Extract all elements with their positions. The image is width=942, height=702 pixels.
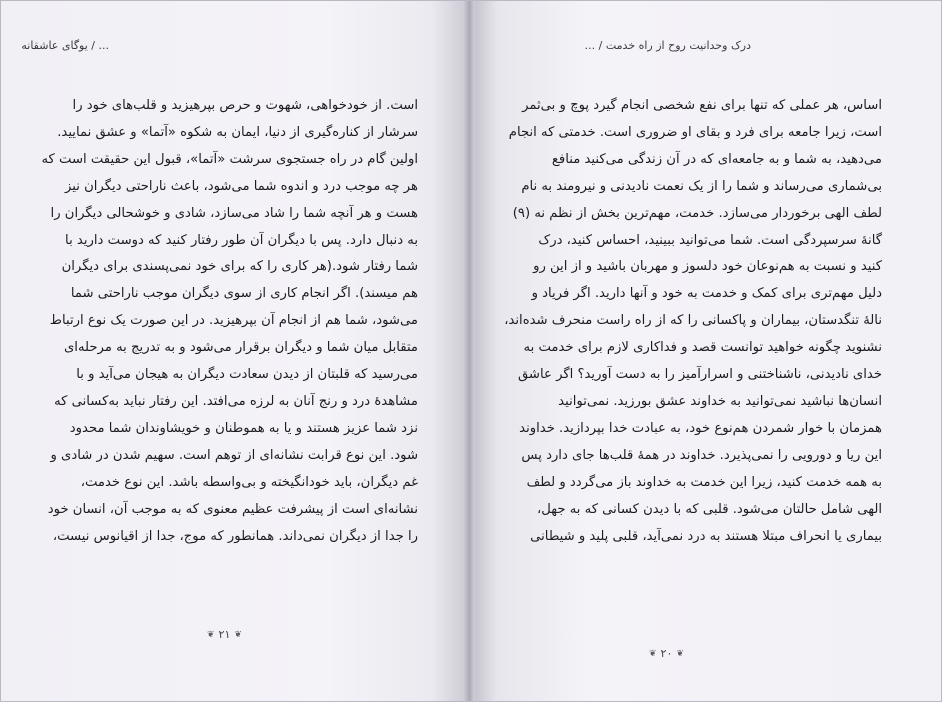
body-line: است، زیرا جامعه برای فرد و بقای او ضروری است. خدمتی که انجام [508, 124, 882, 140]
body-line: لطف الهی برخوردار می‌سازد. خدمت، مهم‌ترین بخش از نظم نه (۹) [512, 205, 882, 221]
right-page [469, 1, 941, 701]
body-line: همزمان با خوار شمردن هم‌نوع خود، به عبادت خدا بپردازید. خداوند [519, 420, 882, 436]
left-page-body [41, 93, 418, 550]
ornament-icon: ❦ [234, 630, 242, 640]
body-line: می‌دهید، به شما و به جامعه‌ای که در آن زندگی می‌کنید منافع [551, 151, 882, 167]
body-line: سرشار از کناره‌گیری از دنیا، ایمان به شکوه «آتما» و عشق نمایید. [57, 124, 418, 140]
body-line: این ریا و دورویی را نمی‌پذیرد. خداوند در همهٔ قلب‌ها جای دارد پس [521, 447, 882, 463]
body-line: غم دیگران، باید خودانگیخته و بی‌واسطه باشد. این نوع خدمت، [80, 474, 418, 490]
body-line: نالهٔ تنگدستان، بیماران و پاکسانی را که از راه راست منحرف شده‌اند، [504, 313, 882, 329]
body-line: کنید و نسبت به هم‌نوعان خود دلسوز و مهربان باشید و از این رو [533, 259, 882, 275]
body-line: به همه خدمت کنید، زیرا این خدمت به خداوند باز می‌گردد و لطف [526, 474, 882, 490]
book-gutter [463, 1, 475, 701]
body-line: را جدا از دیگران نمی‌داند. همانطور که موج، جدا از اقیانوس نیست، [52, 528, 418, 544]
body-line: اولین گام در راه جستجوی سرشت «آتما»، قبول این حقیقت است که [41, 151, 418, 167]
page-number-text: ۲۰ [660, 647, 673, 660]
body-line: هست و هر آنچه شما را شاد می‌سازد، شادی و خوشحالی دیگران را [50, 205, 418, 221]
body-line: نشنوید چگونه خواهید توانست قصد و فداکاری لازم برای خدمت به [523, 340, 882, 356]
body-line: به دنبال دارد. پس با دیگران آن طور رفتار کنید که دوست دارید با [65, 232, 418, 248]
body-line: هم میسند). اگر انجام کاری از سوی دیگران موجب ناراحتی شما [70, 286, 418, 302]
right-running-head: درک وحدانیت روح از راه خدمت / ... [584, 39, 751, 52]
body-line: است. از خودخواهی، شهوت و حرص بپرهیزید و قلب‌های خود را [72, 98, 418, 113]
body-line: اساس، هر عملی که تنها برای نفع شخصی انجام گیرد پوچ و بی‌ثمر [522, 98, 882, 113]
left-running-head: ... / یوگای عاشقانه [21, 39, 109, 52]
body-line: مشاهدهٔ درد و رنج آنان به لرزه می‌افتد. این رفتار نباید به‌کسانی که [54, 393, 418, 409]
body-line: دلیل مهم‌تری برای کمک و خدمت به خود و آنها دارید. اگر فریاد و [531, 286, 882, 302]
body-line: نزد شما عزیز هستند و یا به هموطنان و خویشاوندان شما محدود [69, 420, 418, 436]
body-line: بی‌شماری می‌رساند و شما را از یک نعمت نادیدنی و نیرومند به نام [521, 178, 882, 194]
body-line: شما رفتار شود.(هر کاری را که برای خود نمی‌پسندی برای دیگران [61, 259, 418, 275]
body-line: شود. این نوع قرابت نشانه‌ای از توهم است. سهیم شدن در شادی و [50, 447, 418, 463]
right-page-body [504, 93, 882, 550]
left-page-number [203, 628, 246, 641]
ornament-icon: ❦ [207, 630, 215, 640]
body-line: الهی شامل حالتان می‌شود. قلبی که با دیدن کسانی که به جهل، [537, 501, 882, 517]
body-line: گانهٔ سرسپردگی است. شما می‌توانید ببینید، احساس کنید، درک [538, 232, 882, 248]
ornament-icon: ❦ [676, 649, 684, 659]
body-line: می‌رسید که قلبتان از دیدن سعادت دیگران به هیجان می‌آید و با [76, 367, 418, 383]
body-line: بیماری یا انحراف مبتلا هستند به درد نمی‌آید، قلبی پلید و شیطانی [530, 528, 882, 544]
body-line: هر چه موجب درد و اندوه شما می‌شود، باعث ناراحتی دیگران نیز [64, 178, 418, 194]
body-line: می‌شود، شما هم از انجام آن بپرهیزید. در این صورت یک نوع ارتباط [49, 313, 418, 329]
page-number-text: ۲۱ [218, 628, 231, 641]
body-line: متقابل میان شما و دیگران برقرار می‌شود و به تدریج به مرحله‌ای [63, 340, 418, 356]
right-page-number [645, 647, 688, 660]
body-line: نشانه‌ای است از پیشرفت عظیم معنوی که به موجب آن، انسان خود [47, 501, 418, 517]
body-line: انسان‌ها نباشید نمی‌توانید به خداوند عشق بورزید. نمی‌توانید [558, 393, 882, 409]
body-line: خدای نادیدنی، ناشناختنی و اسرارآمیز را به دست آورید؟ اگر عاشق [517, 367, 882, 383]
left-page [1, 1, 469, 701]
ornament-icon: ❦ [649, 649, 657, 659]
